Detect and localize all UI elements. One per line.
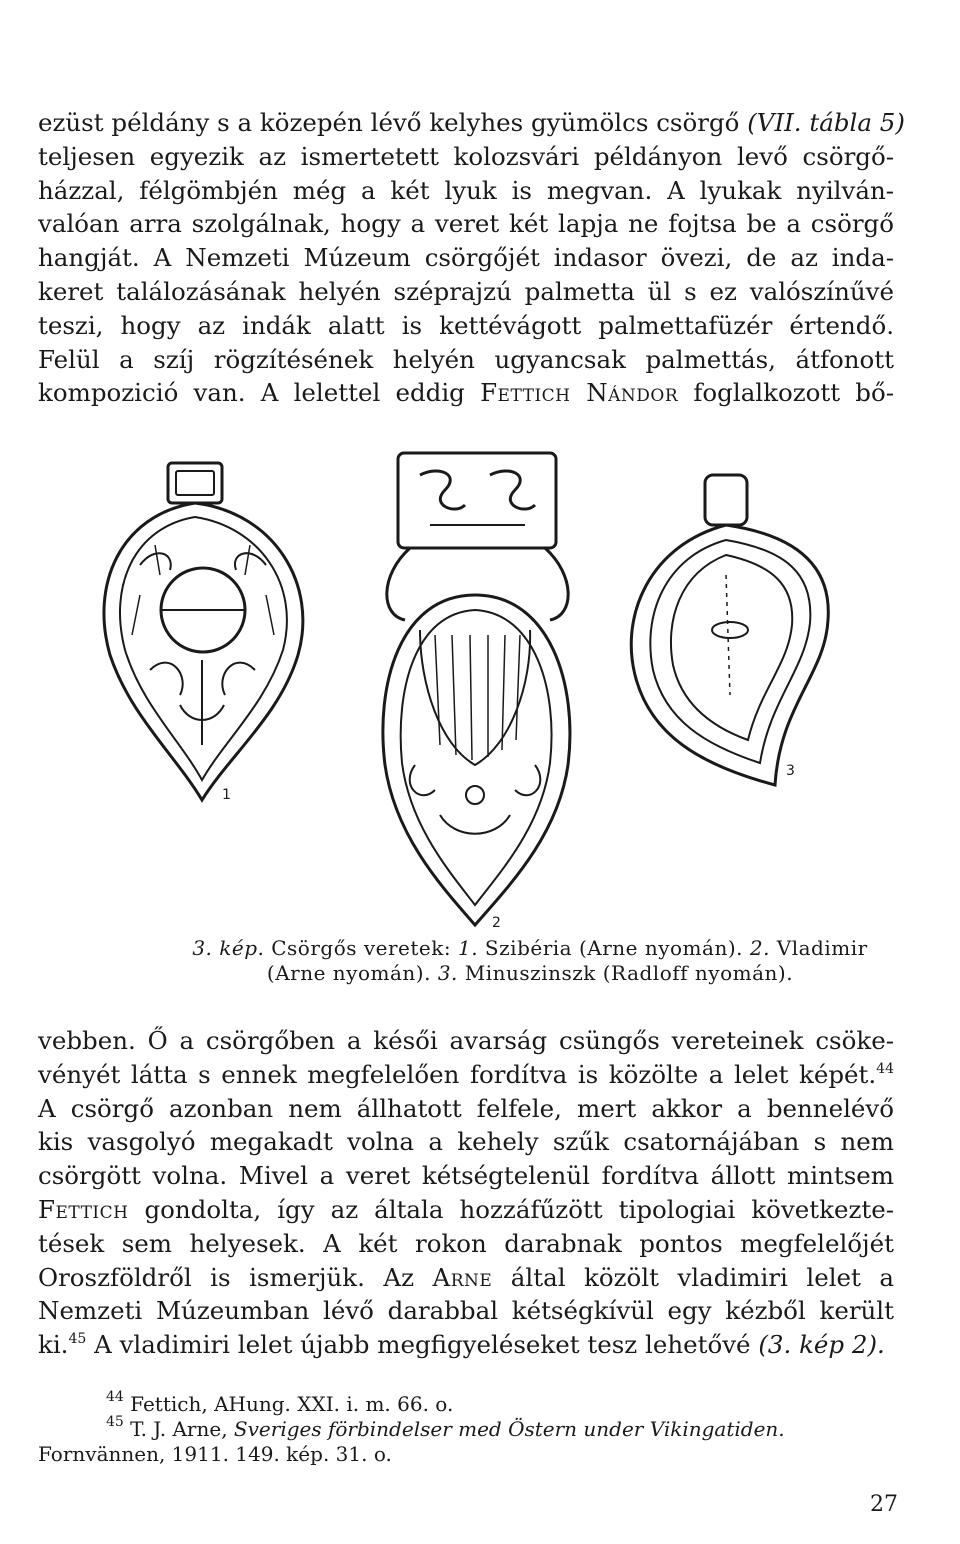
text-line: ezüst példány s a közepén lévő kelyhes gyümölcs csörgő (VII. tábla 5) xyxy=(38,108,905,137)
text-line: A csörgő azonban nem állhatott felfele, mert akkor a bennelévő xyxy=(38,1093,894,1123)
text-line: házzal, félgömbjén még a két lyuk is megvan. A lyukak nyilván- xyxy=(38,175,894,205)
text-line: teszi, hogy az indák alatt is kettévágott palmettafüzér értendő. xyxy=(38,310,894,340)
footnote-ref-44: 44 xyxy=(876,1060,894,1077)
text-line: csörgött volna. Mivel a veret kétségtelenül fordítva állott mintsem xyxy=(38,1161,894,1191)
author-name: Fettich Nándor xyxy=(480,378,679,408)
caption-number: 3. kép. xyxy=(192,936,265,960)
page-number: 27 xyxy=(870,1492,898,1517)
footnote-45: $^{45}$ T. J. Arne, Sveriges förbindelser med Östern under Vikingatiden. xyxy=(106,1414,785,1441)
text-line: Fettich gondolta, így az általa hozzáfűzött tipologiai következte- xyxy=(38,1194,894,1224)
text-line: tések sem helyesek. A két rokon darabnak pontos megfelelőjét xyxy=(38,1228,894,1258)
figure-caption: 3. kép. Csörgős veretek: 1. Szibéria (Arne nyomán). 2. Vladimir (Arne nyomán). 3. Minuszinszk (Radloff nyomán). xyxy=(192,936,868,985)
text-line: valóan arra szolgálnak, hogy a veret két lapja ne fojtsa be a csörgő xyxy=(38,209,894,239)
figure-label-1: 1 xyxy=(222,787,231,803)
figure-illustration xyxy=(80,445,910,935)
paragraph-top xyxy=(38,106,905,410)
footnote-ref-45: 45 xyxy=(68,1331,87,1348)
text-line: hangját. A Nemzeti Múzeum csörgőjét indasor övezi, de az inda- xyxy=(38,243,894,273)
text-line: Felül a szíj rögzítésének helyén ugyancsak palmettás, átfonott xyxy=(38,344,894,374)
text-line: vebben. Ő a csörgőben a késői avarság csüngős vereteinek csöke- xyxy=(38,1026,894,1055)
author-name: Fettich xyxy=(38,1194,129,1224)
footnote-45-continued: Fornvännen, 1911. 149. kép. 31. o. xyxy=(38,1442,392,1466)
text-line: Nemzeti Múzeumban lévő darabbal kétségkívül egy kézből került xyxy=(38,1296,894,1326)
text-line: kompozició van. A lelettel eddig Fettich Nándor foglalkozott bő- xyxy=(38,378,894,408)
paragraph-bottom xyxy=(38,1024,894,1362)
text-line: Oroszföldről is ismerjük. Az Arne által közölt vladimiri lelet a xyxy=(38,1262,894,1292)
figure-bell-mounts xyxy=(80,445,910,935)
mount-1-drawing xyxy=(104,463,303,800)
figure-label-3: 3 xyxy=(786,763,795,779)
figure-label-2: 2 xyxy=(492,915,501,931)
figure-reference: (3. kép 2). xyxy=(758,1330,885,1360)
text-line: vényét látta s ennek megfelelően fordítva is közölte a lelet képét.$^{44}$ xyxy=(38,1059,894,1089)
text-line: teljesen egyezik az ismertetett kolozsvári példányon levő csörgő- xyxy=(38,141,894,171)
text-line: keret találozásának helyén széprajzú palmetta ül s ez valószínűvé xyxy=(38,276,894,306)
text-line: ki.$^{45}$ A vladimiri lelet újabb megfigyeléseket tesz lehetővé (3. kép 2). xyxy=(38,1330,885,1360)
footnote-44: $^{44}$ Fettich, AHung. XXI. i. m. 66. o. xyxy=(106,1389,454,1416)
mount-3-drawing xyxy=(631,475,828,785)
author-name: Arne xyxy=(432,1262,493,1292)
text-line: kis vasgolyó megakadt volna a kehely szűk csatornájában s nem xyxy=(38,1127,894,1157)
plate-reference: (VII. tábla 5) xyxy=(747,108,905,137)
mount-2-drawing xyxy=(383,453,570,925)
publication-title: Sveriges förbindelser med Östern under Vikingatiden. xyxy=(233,1417,785,1441)
